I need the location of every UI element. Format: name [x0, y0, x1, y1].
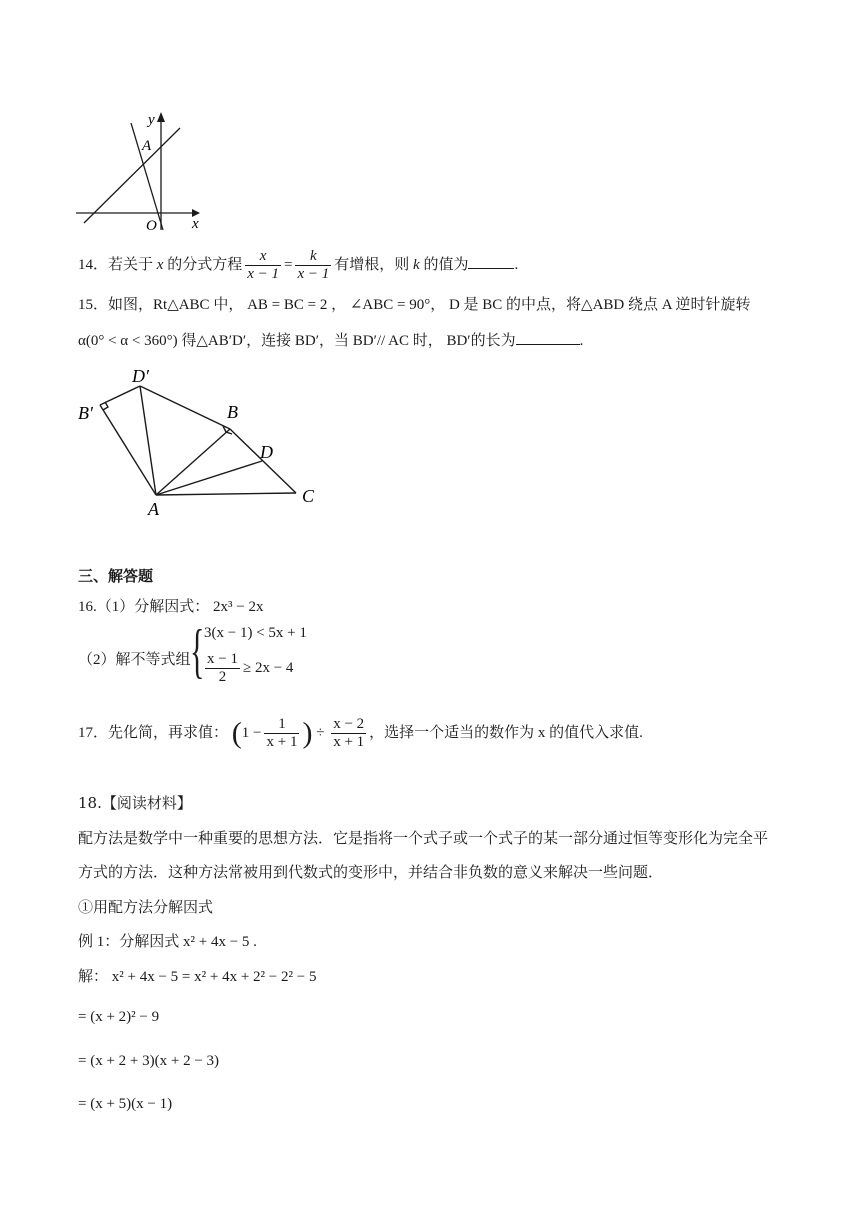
label-b: B [227, 402, 238, 422]
question-17 [78, 712, 643, 755]
inequality-brace: { [190, 618, 205, 684]
question-15-line-2 [78, 330, 583, 351]
q16-part-2 [78, 618, 338, 691]
label-c: C [302, 486, 315, 506]
q14-pre: 若关于 [108, 256, 154, 273]
origin-label: O [146, 218, 157, 233]
q14-equals: = [284, 256, 293, 273]
inequality-2: $\frac{x - 1}{2}$ ≥ 2x − 4 [207, 651, 294, 685]
q15-line-2: α(0° < α < 360°) 得△AB′D′，连接 BD′，当 BD′// AC 时， BD′的长为 [78, 333, 516, 349]
q18-solution-2: = (x + 2)² − 9 [78, 1009, 160, 1025]
q17-paren-open: ( [231, 716, 242, 750]
label-b-prime: B′ [78, 403, 93, 423]
question-15-line-1 [78, 295, 751, 315]
q15-number: 15． [78, 297, 109, 313]
q18-solution-3: = (x + 2 + 3)(x + 2 − 3) [78, 1053, 220, 1069]
q17-post: ，选择一个适当的数作为 x 的值代入求值. [369, 725, 643, 741]
q15-line-1: 如图，Rt△ABC 中， AB = BC = 2 ， ∠ABC = 90°， D 是 BC 的中点，将△ABD 绕点 A 逆时针旋转 [108, 297, 751, 313]
q17-pre: 17．先化简，再求值： [78, 725, 229, 741]
q15-answer-blank[interactable] [516, 330, 580, 345]
q14-var: x [156, 256, 164, 273]
q14-number: 14． [78, 256, 109, 273]
q14-k: k [413, 256, 420, 273]
y-label: y [148, 112, 155, 128]
q16-part-2-label: （2）解不等式组 [78, 652, 191, 668]
q14-answer-blank[interactable] [468, 254, 514, 269]
section-3-heading: 三、解答题 [78, 567, 154, 585]
q18-title: 18.【阅读材料】 [78, 794, 192, 812]
q18-solution-4: = (x + 5)(x − 1) [78, 1096, 173, 1112]
q18-para-2: 方式的方法．这种方法常被用到代数式的变形中，并结合非负数的意义来解决一些问题． [78, 863, 664, 881]
y-axis-arrow [157, 112, 165, 122]
label-d: D [260, 442, 273, 462]
q17-fraction-2: $\frac{x - 2}{x + 1}$ [333, 716, 365, 751]
line-1 [84, 128, 180, 223]
label-d-prime: D′ [132, 366, 149, 386]
q16-part-1: 16.（1）分解因式： 2x³ − 2x [78, 599, 264, 615]
q18-solution-1: 解： x² + 4x − 5 = x² + 4x + 2² − 2² − 5 [78, 969, 317, 985]
x-label: x [192, 216, 199, 232]
q14-fraction-2: $\frac{k}{x - 1}$ [297, 248, 330, 282]
triangle-figure [72, 362, 332, 522]
q17-paren-close: ) [302, 716, 313, 750]
q14-post: 有增根，则 [334, 256, 410, 273]
question-14 [78, 248, 518, 283]
inequality-1: 3(x − 1) < 5x + 1 [204, 625, 307, 641]
q14-period: . [514, 256, 519, 273]
q14-fraction-1: $\frac{x}{x - 1}$ [247, 248, 279, 282]
coordinate-figure [70, 108, 210, 233]
q17-fraction-1: $\frac{1}{x + 1}$ [266, 716, 298, 751]
point-a-label: A [142, 138, 152, 154]
q17-one: 1 − [241, 725, 262, 741]
label-a: A [148, 499, 159, 519]
q18-para-1: 配方法是数学中一种重要的思想方法．它是指将一个式子或一个式子的某一部分通过恒等变形化为完全平 [78, 829, 769, 847]
q18-example: 例 1：分解因式 x² + 4x − 5 . [78, 934, 257, 950]
q14-end: 的值为 [423, 256, 469, 273]
q15-period: . [579, 333, 584, 349]
q18-item-1: ①用配方法分解因式 [78, 898, 214, 916]
q14-mid: 的分式方程 [167, 256, 243, 273]
q17-div: ÷ [316, 725, 325, 741]
